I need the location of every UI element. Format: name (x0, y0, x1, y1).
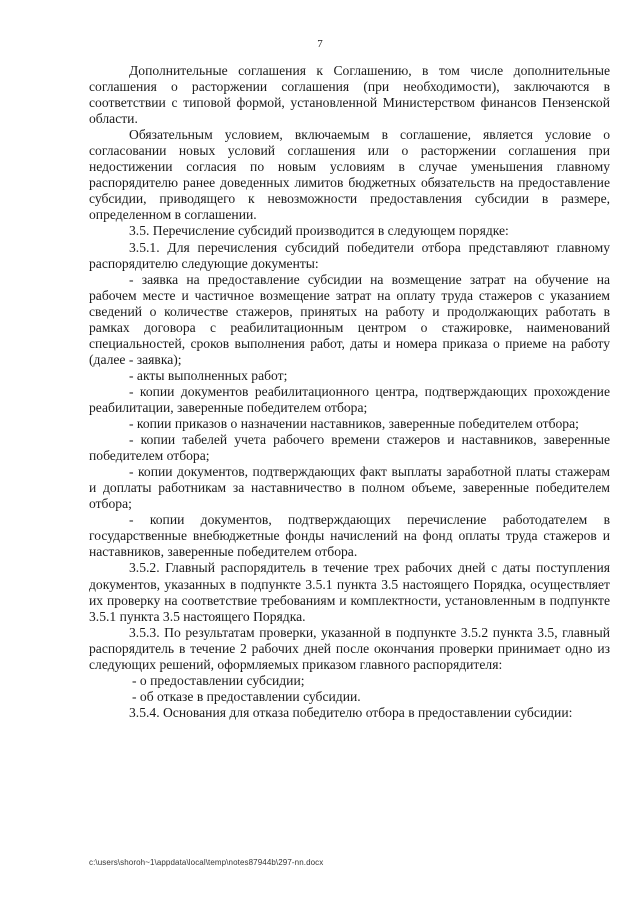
page-number: 7 (317, 38, 323, 50)
clause-3-5-2: 3.5.2. Главный распорядитель в течение трех рабочих дней с даты поступления документов, указанных в подпункте 3.5.1 пункта 3.5 настоящего Порядка, осуществляет их проверку на соответствие требованиям и комплектности, установленным в подпункте 3.5.1 пункта 3.5 настоящего Порядка. (89, 560, 610, 624)
list-item-timesheets: - копии табелей учета рабочего времени стажеров и наставников, заверенные победителем отбора; (89, 432, 610, 464)
file-path-footer: c:\users\shoroh~1\appdata\local\temp\notes87944b\297-nn.docx (89, 858, 324, 867)
decision-grant: - о предоставлении субсидии; (132, 672, 305, 688)
list-item-application: - заявка на предоставление субсидии на возмещение затрат на обучение на рабочем месте и частичное возмещение затрат на оплату труда стажеров с указанием сведений о количестве стажеров, принятых на работу и продолжающих работать в рамках договора с реабилитационным центром о стажировке, наименований специальностей, сроков выполнения работ, даты и номера приказа о приеме на работу (далее - заявка); (89, 271, 610, 367)
clause-3-5-3: 3.5.3. По результатам проверки, указанной в подпункте 3.5.2 пункта 3.5, главный распорядитель в течение 2 рабочих дней после окончания проверки принимает одно из следующих решений, оформляемых приказом главного распорядителя: (89, 624, 610, 672)
clause-3-5-1: 3.5.1. Для перечисления субсидий победители отбора представляют главному распорядителю следующие документы: (89, 239, 610, 271)
list-item-rehab-docs: - копии документов реабилитационного центра, подтверждающих прохождение реабилитации, заверенные победителем отбора; (89, 383, 610, 415)
clause-3-5: 3.5. Перечисление субсидий производится в следующем порядке: (129, 223, 509, 239)
list-item-mentor-orders: - копии приказов о назначении наставников, заверенные победителем отбора; (129, 416, 579, 432)
paragraph-mandatory-condition: Обязательным условием, включаемым в соглашение, является условие о согласовании новых условий соглашения или о расторжении соглашения при недостижении согласия по новым условиям в случае уменьшения главному распорядителю ранее доведенных лимитов бюджетных обязательств на предоставление субсидии, приводящего к невозможности предоставления субсидии в размере, определенном в соглашении. (89, 127, 610, 223)
paragraph-additional-agreements: Дополнительные соглашения к Соглашению, в том числе дополнительные соглашения о расторжении соглашения (при необходимости), заключаются в соответствии с типовой формой, установленной Министерством финансов Пензенской области. (89, 63, 610, 127)
clause-3-5-4: 3.5.4. Основания для отказа победителю отбора в предоставлении субсидии: (129, 704, 573, 720)
list-item-fund-transfers: - копии документов, подтверждающих перечисление работодателем в государственные внебюджетные фонды начислений на фонд оплаты труда стажеров и наставников, заверенные победителем отбора. (89, 512, 610, 560)
list-item-acts: - акты выполненных работ; (129, 367, 288, 383)
list-item-salary-docs: - копии документов, подтверждающих факт выплаты заработной платы стажерам и доплаты работникам за наставничество в полном объеме, заверенные победителем отбора; (89, 464, 610, 512)
document-body (89, 63, 610, 721)
decision-refusal: - об отказе в предоставлении субсидии. (132, 688, 361, 704)
